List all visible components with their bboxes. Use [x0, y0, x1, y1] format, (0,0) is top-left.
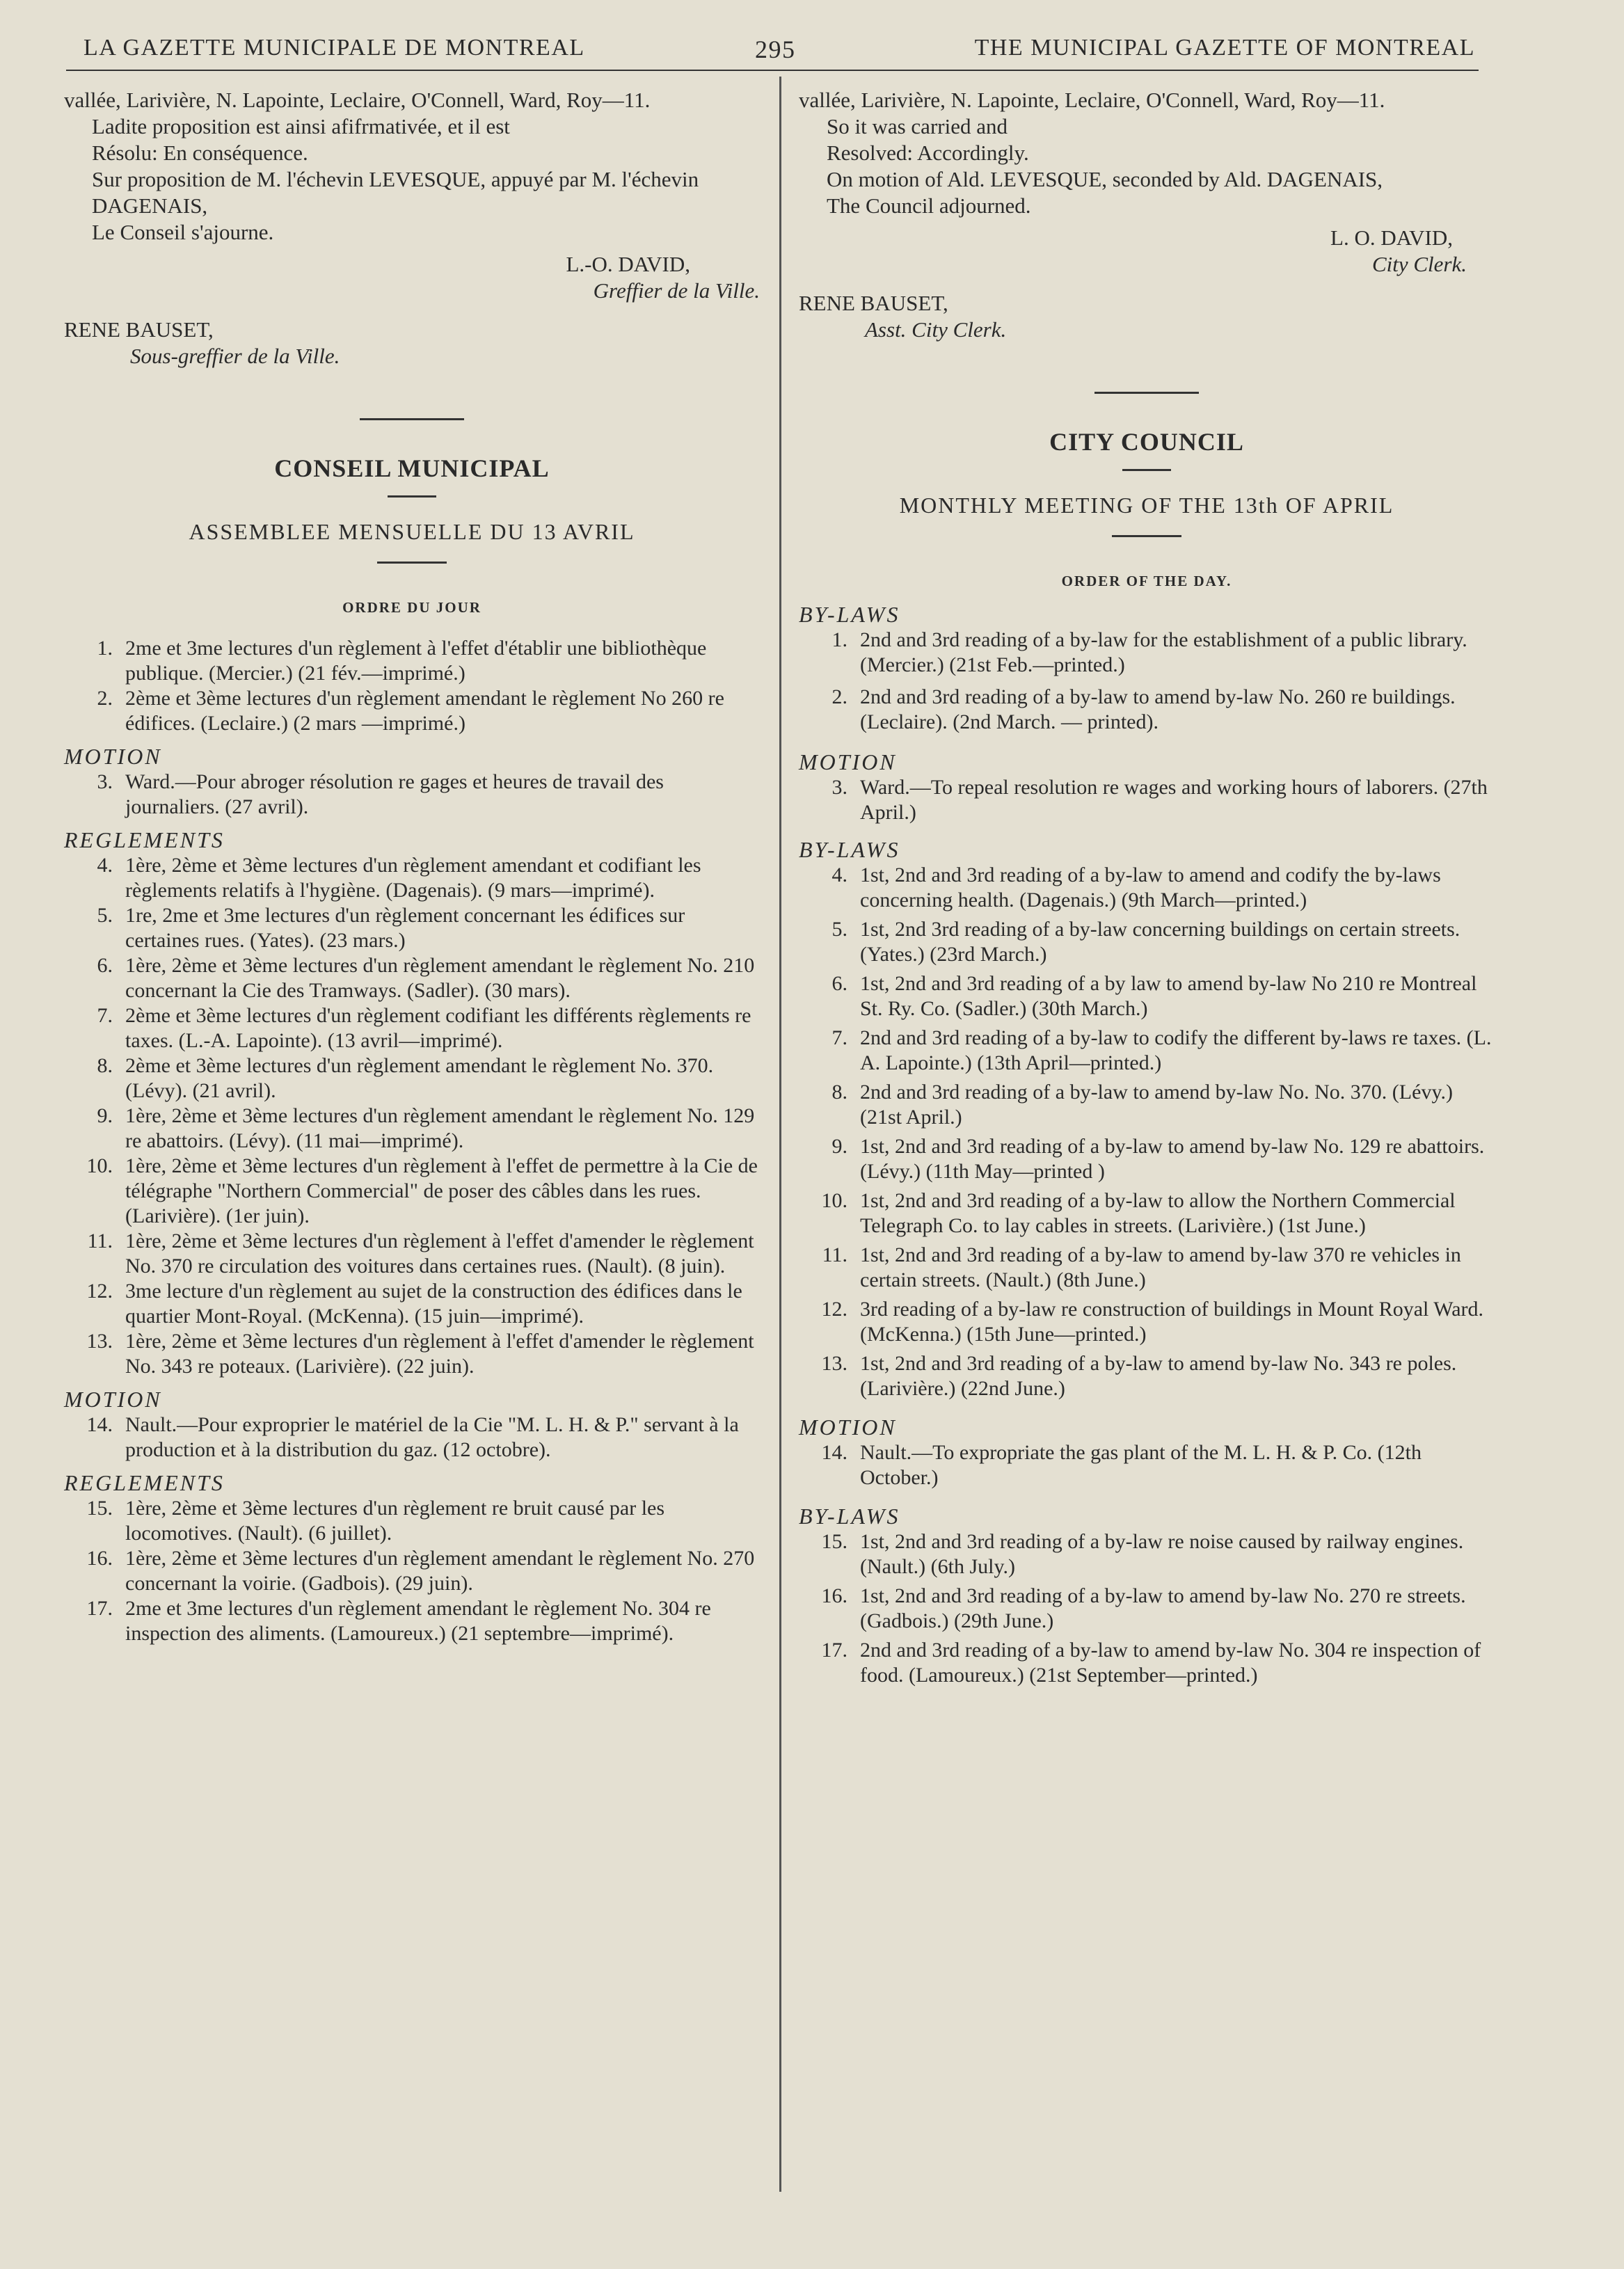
- item-text: 2nd and 3rd reading of a by-law to amend by-law No. No. 370. (Lévy.) (21st April.): [860, 1081, 1453, 1129]
- signer-role: City Clerk.: [1371, 252, 1467, 276]
- agenda-item: [799, 917, 1495, 967]
- agenda-item: [799, 1134, 1495, 1184]
- agenda-item: [64, 1229, 760, 1279]
- intro-line: The Council adjourned.: [827, 193, 1031, 218]
- group-heading: MOTION: [799, 1415, 897, 1440]
- item-text: 1st, 2nd and 3rd reading of a by law to amend by-law No 210 re Montreal St. Ry. Co. (Sadler.) (30th March.): [860, 972, 1477, 1020]
- item-number: 9.: [97, 1104, 113, 1127]
- agenda-item: [64, 853, 760, 903]
- item-text: 1ère, 2ème et 3ème lectures d'un règlement à l'effet d'amender le règlement No. 370 re circulation des voitures dans certaines rues. (Nault). (8 juin).: [125, 1229, 754, 1277]
- agenda-item: [64, 686, 760, 736]
- item-text: 1ère, 2ème et 3ème lectures d'un règlement amendant le règlement No. 129 re abattoirs. (Lévy). (11 mai—imprimé).: [125, 1104, 755, 1152]
- item-text: 2me et 3me lectures d'un règlement amendant le règlement No. 304 re inspection des aliments. (Lamoureux.) (21 septembre—imprimé).: [125, 1597, 711, 1645]
- agenda-item: [799, 1297, 1495, 1347]
- page-number: 295: [755, 35, 796, 63]
- signer-name: L.-O. DAVID,: [566, 252, 690, 276]
- agenda-item: [64, 1546, 760, 1596]
- section-title: CONSEIL MUNICIPAL: [274, 454, 550, 482]
- item-text: 1ère, 2ème et 3ème lectures d'un règlement amendant le règlement No. 270 concernant la voirie. (Gadbois). (29 juin).: [125, 1547, 755, 1595]
- item-number: 4.: [831, 863, 847, 886]
- item-number: 7.: [97, 1004, 113, 1027]
- agenda-item: [799, 685, 1495, 735]
- agenda-group: [64, 827, 760, 1379]
- agenda-item: [64, 636, 760, 686]
- intro-line: On motion of Ald. LEVESQUE, seconded by Ald. DAGENAIS,: [827, 167, 1383, 191]
- agenda-item: [799, 863, 1495, 913]
- item-text: 2nd and 3rd reading of a by-law to amend by-law No. 304 re inspection of food. (Lamoureux.) (21st September—printed.): [860, 1639, 1481, 1687]
- item-number: 17.: [86, 1597, 113, 1620]
- agenda-group: [799, 749, 1495, 825]
- item-number: 1.: [97, 637, 113, 660]
- item-number: 14.: [821, 1441, 847, 1464]
- assistant-role: Asst. City Clerk.: [865, 317, 1007, 342]
- item-text: 1st, 2nd and 3rd reading of a by-law to amend and codify the by-laws concerning health. (Dagenais.) (9th March—printed.): [860, 863, 1441, 911]
- agenda-item: [799, 971, 1495, 1021]
- item-text: Ward.—To repeal resolution re wages and working hours of laborers. (27th April.): [860, 776, 1488, 824]
- item-text: 1st, 2nd and 3rd reading of a by-law to amend by-law No. 129 re abattoirs. (Lévy.) (11th May—printed ): [860, 1135, 1485, 1183]
- item-text: Ward.—Pour abroger résolution re gages et heures de travail des journaliers. (27 avril).: [125, 770, 664, 818]
- item-number: 15.: [86, 1497, 113, 1520]
- signer-role: Greffier de la Ville.: [593, 278, 760, 303]
- intro-line: Resolved: Accordingly.: [827, 141, 1029, 165]
- item-text: 2nd and 3rd reading of a by-law to codify the different by-laws re taxes. (L. A. Lapointe.) (13th April—printed.): [860, 1026, 1492, 1074]
- item-number: 13.: [86, 1330, 113, 1353]
- assistant-role: Sous-greffier de la Ville.: [130, 344, 340, 368]
- item-number: 11.: [822, 1243, 847, 1266]
- item-number: 2.: [97, 687, 113, 710]
- item-text: 1st, 2nd and 3rd reading of a by-law to allow the Northern Commercial Telegraph Co. to lay cables in streets. (Larivière.) (1st June.): [860, 1189, 1456, 1237]
- item-text: 1st, 2nd and 3rd reading of a by-law to amend by-law No. 270 re streets. (Gadbois.) (29th June.): [860, 1584, 1466, 1632]
- divider-rule: [377, 562, 447, 564]
- meeting-title: ASSEMBLEE MENSUELLE DU 13 AVRIL: [189, 519, 635, 544]
- agenda-item: [799, 628, 1495, 678]
- item-number: 6.: [97, 954, 113, 977]
- agenda-item: [64, 1329, 760, 1379]
- agenda-item: [64, 1154, 760, 1229]
- item-number: 4.: [97, 854, 113, 877]
- agenda-item: [799, 1584, 1495, 1634]
- agenda-item: [799, 1026, 1495, 1076]
- agenda-item: [799, 1080, 1495, 1130]
- item-text: 1st, 2nd and 3rd reading of a by-law re noise caused by railway engines. (Nault.) (6th July.): [860, 1530, 1464, 1578]
- agenda-group: [64, 636, 760, 736]
- item-number: 12.: [86, 1280, 113, 1303]
- item-number: 6.: [831, 972, 847, 995]
- item-text: 1ère, 2ème et 3ème lectures d'un règlement re bruit causé par les locomotives. (Nault). (6 juillet).: [125, 1497, 665, 1545]
- intro-line: Ladite proposition est ainsi afifrmativée, et il est: [92, 114, 510, 138]
- intro-line: vallée, Larivière, N. Lapointe, Leclaire, O'Connell, Ward, Roy—11.: [64, 88, 651, 112]
- item-text: 1ère, 2ème et 3ème lectures d'un règlement à l'effet d'amender le règlement No. 343 re poteaux. (Larivière). (22 juin).: [125, 1330, 754, 1378]
- agenda-group: [64, 1386, 760, 1463]
- item-number: 7.: [831, 1026, 847, 1049]
- item-text: 1st, 2nd and 3rd reading of a by-law to amend by-law 370 re vehicles in certain streets. (Nault.) (8th June.): [860, 1243, 1461, 1291]
- intro-line: Sur proposition de M. l'échevin LEVESQUE, appuyé par M. l'échevin DAGENAIS,: [92, 167, 699, 218]
- intro-line: Résolu: En conséquence.: [92, 141, 308, 165]
- column-divider: [779, 77, 781, 2192]
- item-number: 16.: [821, 1584, 847, 1607]
- agenda-group: [64, 1470, 760, 1646]
- agenda-item: [64, 1496, 760, 1546]
- agenda-item: [64, 903, 760, 953]
- item-number: 17.: [821, 1639, 847, 1662]
- meeting-title: MONTHLY MEETING OF THE 13th OF APRIL: [899, 493, 1394, 518]
- agenda-item: [64, 1279, 760, 1329]
- item-text: 1st, 2nd 3rd reading of a by-law concerning buildings on certain streets. (Yates.) (23rd March.): [860, 918, 1460, 966]
- item-text: 1st, 2nd and 3rd reading of a by-law to amend by-law No. 343 re poles. (Larivière.) (22nd June.): [860, 1352, 1457, 1400]
- group-heading: MOTION: [64, 1387, 162, 1412]
- item-text: Nault.—To expropriate the gas plant of the M. L. H. & P. Co. (12th October.): [860, 1441, 1422, 1489]
- item-number: 11.: [87, 1229, 113, 1252]
- page-header: [77, 31, 1475, 72]
- agenda-group: [799, 601, 1495, 735]
- agenda-item: [799, 1243, 1495, 1293]
- item-text: Nault.—Pour exproprier le matériel de la Cie "M. L. H. & P." servant à la production et à la distribution du gaz. (12 octobre).: [125, 1413, 739, 1461]
- divider-rule: [388, 495, 436, 497]
- item-number: 8.: [97, 1054, 113, 1077]
- signer-name: L. O. DAVID,: [1330, 225, 1453, 250]
- group-heading: MOTION: [799, 749, 897, 774]
- agenda-item: [64, 770, 760, 820]
- item-number: 13.: [821, 1352, 847, 1375]
- assistant-name: RENE BAUSET,: [799, 291, 948, 315]
- assistant-name: RENE BAUSET,: [64, 317, 214, 342]
- item-number: 10.: [86, 1154, 113, 1177]
- item-number: 5.: [97, 904, 113, 927]
- item-text: 1re, 2me et 3me lectures d'un règlement concernant les édifices sur certaines rues. (Yates). (23 mars.): [125, 904, 685, 952]
- group-heading: BY-LAWS: [799, 602, 900, 627]
- intro-line: vallée, Larivière, N. Lapointe, Leclaire, O'Connell, Ward, Roy—11.: [799, 88, 1385, 112]
- section-title: CITY COUNCIL: [1049, 428, 1244, 456]
- header-title-en: THE MUNICIPAL GAZETTE OF MONTREAL: [974, 35, 1475, 61]
- item-text: 1ère, 2ème et 3ème lectures d'un règlement à l'effet de permettre à la Cie de télégraphe "Northern Commercial" de poser des câbles dans les rues. (Larivière). (1er juin).: [125, 1154, 758, 1227]
- item-number: 3.: [831, 776, 847, 799]
- divider-rule: [1122, 469, 1171, 471]
- item-number: 10.: [821, 1189, 847, 1212]
- item-number: 12.: [821, 1298, 847, 1321]
- order-of-day: ORDRE DU JOUR: [342, 599, 481, 616]
- divider-rule: [1094, 392, 1199, 394]
- agenda-group: [799, 836, 1495, 1401]
- agenda-item: [64, 1412, 760, 1463]
- item-text: 3rd reading of a by-law re construction of buildings in Mount Royal Ward. (McKenna.) (15th June—printed.): [860, 1298, 1484, 1346]
- group-heading: REGLEMENTS: [64, 1470, 225, 1495]
- agenda-group: [799, 1503, 1495, 1688]
- agenda-item: [799, 1440, 1495, 1490]
- group-heading: REGLEMENTS: [64, 827, 225, 852]
- group-heading: MOTION: [64, 744, 162, 769]
- item-text: 1ère, 2ème et 3ème lectures d'un règlement amendant le règlement No. 210 concernant la Cie des Tramways. (Sadler). (30 mars).: [125, 954, 755, 1002]
- french-column: [64, 87, 760, 1646]
- item-text: 2me et 3me lectures d'un règlement à l'effet d'établir une bibliothèque publique. (Mercier.) (21 fév.—imprimé.): [125, 637, 707, 685]
- agenda-item: [64, 1596, 760, 1646]
- item-number: 3.: [97, 770, 113, 793]
- divider-rule: [1112, 535, 1181, 537]
- agenda-item: [799, 1188, 1495, 1239]
- intro-line: So it was carried and: [827, 114, 1008, 138]
- item-text: 3me lecture d'un règlement au sujet de la construction des édifices dans le quartier Mont-Royal. (McKenna). (15 juin—imprimé).: [125, 1280, 742, 1328]
- item-text: 1ère, 2ème et 3ème lectures d'un règlement amendant et codifiant les règlements relatifs à l'hygiène. (Dagenais). (9 mars—imprimé).: [125, 854, 701, 902]
- item-number: 15.: [821, 1530, 847, 1553]
- item-text: 2ème et 3ème lectures d'un règlement amendant le règlement No. 370. (Lévy). (21 avril).: [125, 1054, 714, 1102]
- agenda-item: [799, 775, 1495, 825]
- agenda-group: [799, 1414, 1495, 1490]
- item-text: 2nd and 3rd reading of a by-law for the establishment of a public library. (Mercier.) (21st Feb.—printed.): [860, 628, 1467, 676]
- item-text: 2ème et 3ème lectures d'un règlement amendant le règlement No 260 re édifices. (Leclaire.) (2 mars —imprimé.): [125, 687, 724, 735]
- item-number: 1.: [831, 628, 847, 651]
- agenda-group: [64, 743, 760, 820]
- item-number: 8.: [831, 1081, 847, 1104]
- intro-line: Le Conseil s'ajourne.: [92, 220, 274, 244]
- item-number: 9.: [831, 1135, 847, 1158]
- agenda-item: [64, 953, 760, 1003]
- divider-rule: [360, 418, 464, 420]
- item-text: 2nd and 3rd reading of a by-law to amend by-law No. 260 re buildings. (Leclaire). (2nd March. — printed).: [860, 685, 1456, 733]
- order-of-day: ORDER OF THE DAY.: [1061, 573, 1232, 589]
- group-heading: BY-LAWS: [799, 1504, 900, 1529]
- item-number: 14.: [86, 1413, 113, 1436]
- group-heading: BY-LAWS: [799, 837, 900, 862]
- agenda-item: [64, 1053, 760, 1104]
- item-text: 2ème et 3ème lectures d'un règlement codifiant les différents règlements re taxes. (L.-A. Lapointe). (13 avril—imprimé).: [125, 1004, 751, 1052]
- header-title-fr: LA GAZETTE MUNICIPALE DE MONTREAL: [83, 35, 585, 61]
- agenda-item: [64, 1003, 760, 1053]
- agenda-item: [799, 1529, 1495, 1579]
- agenda-item: [64, 1104, 760, 1154]
- agenda-item: [799, 1638, 1495, 1688]
- header-rule: [66, 70, 1479, 71]
- item-number: 2.: [831, 685, 847, 708]
- agenda-item: [799, 1351, 1495, 1401]
- english-column: [799, 87, 1495, 1688]
- item-number: 16.: [86, 1547, 113, 1570]
- item-number: 5.: [831, 918, 847, 941]
